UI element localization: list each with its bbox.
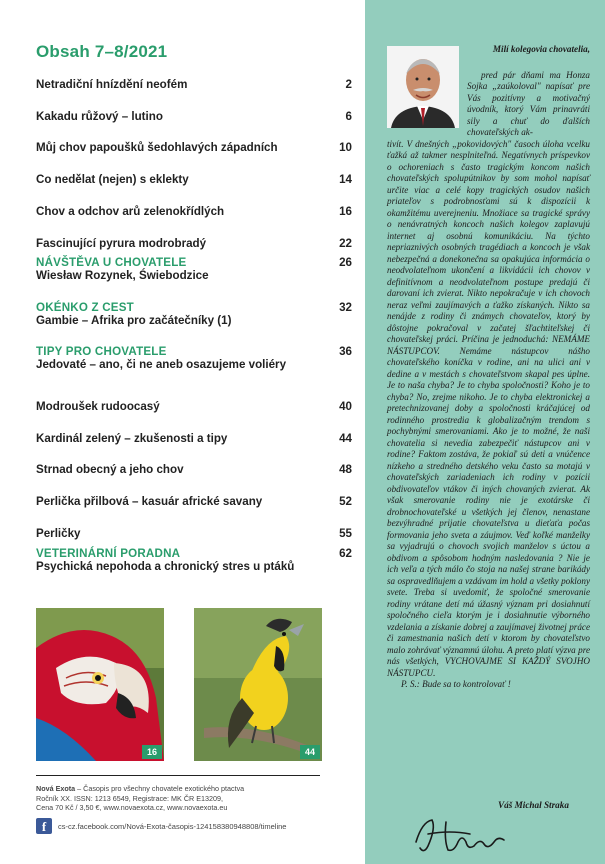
toc-entry-page: 40 <box>339 400 352 413</box>
toc-entry[interactable] <box>36 237 352 250</box>
toc-entry[interactable] <box>36 78 352 91</box>
toc-section-heading: NÁVŠTĚVA U CHOVATELE <box>36 256 187 269</box>
toc-entry-title: Modroušek rudoocasý <box>36 400 160 413</box>
letter-greeting: Milí kolegovia chovatelia, <box>492 44 590 54</box>
toc-entry[interactable] <box>36 173 352 186</box>
toc-section-heading: TIPY PRO CHOVATELE <box>36 345 167 358</box>
facebook-link[interactable]: cs-cz.facebook.com/Nová-Exota-časopis-124158380948808/timeline <box>58 822 287 831</box>
toc-entry-page: 26 <box>339 256 352 269</box>
footer-line-1: – Časopis pro všechny chovatele exotického ptactva <box>75 784 245 793</box>
toc-section-heading: VETERINÁRNÍ PORADNA <box>36 547 181 560</box>
brand-name: Nová Exota <box>36 784 76 793</box>
toc-entry-title: Fascinující pyrura modrobradý <box>36 237 207 250</box>
toc-entry[interactable] <box>36 141 352 154</box>
editorial-letter <box>387 44 590 691</box>
toc-entry-title: Chov a odchov arů zelenokřídlých <box>36 205 225 218</box>
toc-entry-title: Perlička přilbová – kasuár africké savany <box>36 495 263 508</box>
toc-entry[interactable] <box>36 301 352 327</box>
letter-body: tivít. V dnešných „pokovidových" časoch úloha vcelku ťažká až takmer nesplniteľná. Negatívnych príspevkov o ochoreniach s často tragickým koncom našich chovateľských spolupútnikov by som mohol napísať určite viac a celé kopy tragických osudov našich priateľov s podrobnosťami sú k dispozícii k okamžitému uverejneniu. Množiace sa tragické správy o nenávratných koncoch našich kolegov zaplavujú internet aj osobnú komunikáciu. Na týchto nepriaznivých osobných tragédiach a koncoch je však nebezpečná a donekonečna sa opakujúca informácia o neodvolateľnom ukončení a likvidácii ich chovov v definitívnom a neodvolateľnom postupe predajú či darovaní ich zvierat. Nikto nepokračuje v ich chovoch neraz veľmi zaujímavých a ťažko získaných. Nikto sa nenájde z rodiny či známych chovateľov, ktorý by dôstojne pokračoval v začatej šľachtiteľskej či chovateľskej práci. Príčina je jednoduchá: NEMÁME NÁSTUPCOV. Nemáme nástupcov nášho chovateľského koníčka v rodine, ani na ulici ani v dedine a v mestách s chovateľstvom skapal pes úplne. Je to naša chyba? Je to chyba spoločnosti? Koho je to chyba? No, zrejme nikoho. Je to chyba elektronickej a pretechnizovanej doby a spoločnosti kráčajúcej od rodinného prostredia k globalizačným trendom s pochybnými smerovaniami. Ako je to možné, že naši chovatelia si nevedia zabezpečiť nástupcov ani v rodine? Faktom zostáva, že pokiaľ sú deti a vnúčence nízkeho a stredného detského veku často sa motajú v chovateľských zariadeniach ich rodiny v pozícii obdivovateľov vtákov či iných chovaných zvierat. Ak však smerovanie rodiny nie je exotárske či drobnochovateľské u všetkých jej členov, nenastane bezvýhradné prijatie chovateľstva u dieťaťa počas formovania jeho sveta a záujmov. Veď koľké manželky sa vyjadrujú o chovoch svojich manželov s úctou a obdivom a spôsobom hodným nasledovania ? Nie je ich veľa a tých málo čo stoja na našej strane barikády sa ospravedlňujem a vzdávam im hold a všetky poklony svete. Treba si uvedomiť, že spoločné smerovanie rodiny vrátane detí má úžasný význam pri dosiahnutí spoločného cieľa ktorým je i dosiahnutie výborného vzdelania a získanie dobrej a zaujímavej životnej práce či zamestnania našich detí v ktorom by chovateľstvo malo zohrávať významnú úlohu. A preto platí výzva pre nás všetkých, VYCHOVAJME SI KAŽDÝ SVOJHO NÁSTUPCU. <box>387 138 590 678</box>
toc-entry-page: 2 <box>345 78 352 91</box>
toc-entry-page: 36 <box>339 345 352 358</box>
toc-title: Obsah 7–8/2021 <box>36 42 168 61</box>
toc-entry-title: Kakadu růžový – lutino <box>36 110 163 123</box>
toc-entry[interactable] <box>36 110 352 123</box>
footer-divider <box>36 775 320 776</box>
letter-intro: pred pár dňami ma Honza Sojka „zaúkoloval" napísať pre Vás pozitívny a motivačný úvodník, ktorý Vám prinavráti sily a chuť do ďalších chovateľských ak- <box>467 69 590 137</box>
toc-entry-page: 32 <box>339 301 352 314</box>
cardinal-image <box>194 608 322 761</box>
toc-entry-title: Netradiční hnízdění neofém <box>36 78 188 91</box>
macaw-photo <box>36 608 164 761</box>
toc-entry[interactable] <box>36 256 352 282</box>
letter-postscript: P. S.: Bude sa to kontrolovať ! <box>401 679 511 689</box>
toc-entry[interactable] <box>36 205 352 218</box>
letter-signoff: Váš Michal Straka <box>498 800 569 810</box>
toc-entry-page: 10 <box>339 141 352 154</box>
toc-entry-title: Gambie – Afrika pro začátečníky (1) <box>36 314 232 327</box>
toc-entry[interactable] <box>36 495 352 508</box>
toc-entry-page: 52 <box>339 495 352 508</box>
toc-entry-page: 16 <box>339 205 352 218</box>
footer-line-3: Cena 70 Kč / 3,50 €, www.novaexota.cz, www.novaexota.eu <box>36 803 228 813</box>
toc-section-heading: OKÉNKO Z CEST <box>36 301 134 314</box>
toc-entry-title: Kardinál zelený – zkušenosti a tipy <box>36 432 228 445</box>
toc-entry[interactable] <box>36 463 352 476</box>
toc-entry-title: Wiesław Rozynek, Świebodzice <box>36 269 209 282</box>
toc-entry[interactable] <box>36 547 352 573</box>
page-badge: 16 <box>142 745 162 759</box>
page-badge: 44 <box>300 745 320 759</box>
toc-entry-title: Můj chov papoušků šedohlavých západních <box>36 141 278 154</box>
toc-entry-page: 6 <box>345 110 352 123</box>
toc-entry[interactable] <box>36 400 352 413</box>
toc-entry-page: 14 <box>339 173 352 186</box>
facebook-icon: f <box>36 818 52 834</box>
toc-entry-page: 55 <box>339 527 352 540</box>
toc-entry-title: Co nedělat (nejen) s eklekty <box>36 173 189 186</box>
cardinal-photo <box>194 608 322 761</box>
toc-entry-title: Strnad obecný a jeho chov <box>36 463 184 476</box>
macaw-image <box>36 608 164 761</box>
toc-entry[interactable] <box>36 527 352 540</box>
toc-entry-title: Perličky <box>36 527 81 540</box>
toc-entry[interactable] <box>36 345 352 371</box>
publication-info <box>36 784 336 813</box>
toc-entry-title: Psychická nepohoda a chronický stres u ptáků <box>36 560 295 573</box>
signature-icon <box>410 812 520 856</box>
footer-line-2: Ročník XX. ISSN: 1213 6549, Registrace: MK ČR E13209, <box>36 793 223 803</box>
toc-entry-page: 22 <box>339 237 352 250</box>
toc-entry[interactable] <box>36 432 352 445</box>
toc-entry-page: 44 <box>339 432 352 445</box>
toc-entry-page: 62 <box>339 547 352 560</box>
toc-entry-title: Jedovaté – ano, či ne aneb osazujeme voliéry <box>36 358 287 371</box>
toc-entry-page: 48 <box>339 463 352 476</box>
